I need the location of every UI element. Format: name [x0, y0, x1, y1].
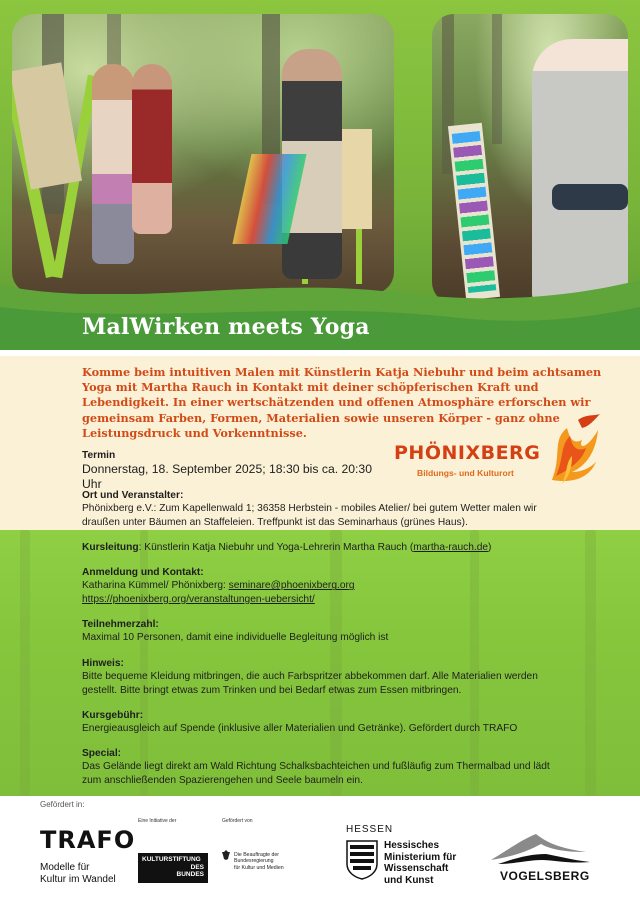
veranstaltungen-link[interactable]: https://phoenixberg.org/veranstaltungen-uebersicht/ — [82, 593, 315, 605]
page-title: MalWirken meets Yoga — [82, 314, 370, 340]
termin-label: Termin — [82, 450, 116, 461]
kulturstiftung-logo: KULTURSTIFTUNG DES BUNDES — [138, 853, 208, 883]
section-ort — [82, 489, 552, 529]
hinweis-label: Hinweis: — [82, 658, 124, 669]
hinweis-value: Bitte bequeme Kleidung mitbringen, die auch Farbspritzer abbekommen darf. Alle Materialien werden gestellt. Bitte bringt etwas zum Trinken und bei Bedarf etwas zum Essen mitbringen. — [82, 671, 538, 696]
phoenixberg-subtitle: Bildungs- und Kulturort — [417, 468, 514, 478]
section-termin — [82, 449, 382, 492]
section-anmeldung — [82, 566, 562, 606]
teilnehmer-value: Maximal 10 Personen, damit eine individuelle Begleitung möglich ist — [82, 632, 389, 644]
hessen-label: HESSEN — [346, 824, 394, 835]
bkm-logo: Die Beauftragte der Bundesregierung für Kultur und Medien — [234, 852, 284, 871]
ort-value: Phönixberg e.V.: Zum Kapellenwald 1; 36358 Herbstein - mobiles Atelier/ bei gutem Wetter malen wir draußen unter Bäumen an Staffeleien. Treffpunkt ist das Seminarhaus (grünes Haus). — [82, 503, 537, 528]
special-value: Das Gelände liegt direkt am Wald Richtung Schalksbachteichen und fußläufig zum Thermalbad und lädt zum anschließenden Spazierengehen und Seele baumeln ein. — [82, 761, 550, 786]
eagle-icon — [222, 850, 230, 860]
termin-value: Donnerstag, 18. September 2025; 18:30 bis ca. 20:30 Uhr — [82, 462, 372, 492]
trafo-wordmark: TRAFO — [40, 826, 136, 854]
anmeldung-contact: Katharina Kümmel/ Phönixberg: — [82, 580, 229, 592]
gebuehr-label: Kursgebühr: — [82, 710, 144, 721]
trafo-logo — [40, 826, 135, 854]
teilnehmer-label: Teilnehmerzahl: — [82, 619, 159, 630]
email-link[interactable]: seminare@phoenixberg.org — [228, 580, 355, 592]
initiative-label: Eine Initiative der — [138, 818, 177, 824]
kursleitung-tail: ) — [488, 542, 492, 553]
anmeldung-label: Anmeldung und Kontakt: — [82, 567, 204, 578]
vogelsberg-label: VOGELSBERG — [500, 869, 590, 883]
intro-text: Komme beim intuitiven Malen mit Künstlerin Katja Niebuhr und beim achtsamen Yoga mit Martha Rauch in Kontakt mit deiner schöpferischen Kraft und Lebendigkeit. In einer wertschätzenden und offenen Atmosphäre erforschen wir gemeinsam Farben, Formen, Materialien sowie unseren Körper - ganz ohne Leistungsdruck und Vorkenntnisse. — [82, 365, 602, 440]
photo-painting-outdoors — [12, 14, 394, 294]
ministerium-label: Hessisches Ministerium für Wissenschaft und Kunst — [384, 840, 457, 886]
hessen-crest-icon — [346, 840, 378, 880]
ort-label: Ort und Veranstalter: — [82, 490, 184, 501]
special-label: Special: — [82, 748, 122, 759]
section-special — [82, 747, 557, 787]
section-kursleitung — [82, 541, 552, 554]
gefoerdert-label: Gefördert in: — [40, 800, 85, 809]
header-photo-band — [0, 0, 640, 340]
martha-rauch-link[interactable]: martha-rauch.de — [413, 542, 489, 553]
trafo-subtitle: Modelle für Kultur im Wandel — [40, 862, 116, 885]
section-teilnehmer — [82, 618, 562, 645]
kursleitung-label: Kursleitung — [82, 542, 139, 553]
section-hinweis — [82, 657, 552, 697]
phoenixberg-logo — [392, 416, 614, 496]
phoenixberg-name: PHÖNIXBERG — [394, 442, 541, 464]
phoenix-bird-icon — [542, 410, 604, 494]
gebuehr-value: Energieausgleich auf Spende (inklusive aller Materialien und Getränke). Gefördert durch TRAFO — [82, 723, 518, 735]
section-gebuehr — [82, 709, 562, 736]
gefoerdert-von-label: Gefördert von — [222, 818, 253, 824]
kursleitung-text: : Künstlerin Katja Niebuhr und Yoga-Lehrerin Martha Rauch ( — [138, 542, 414, 553]
